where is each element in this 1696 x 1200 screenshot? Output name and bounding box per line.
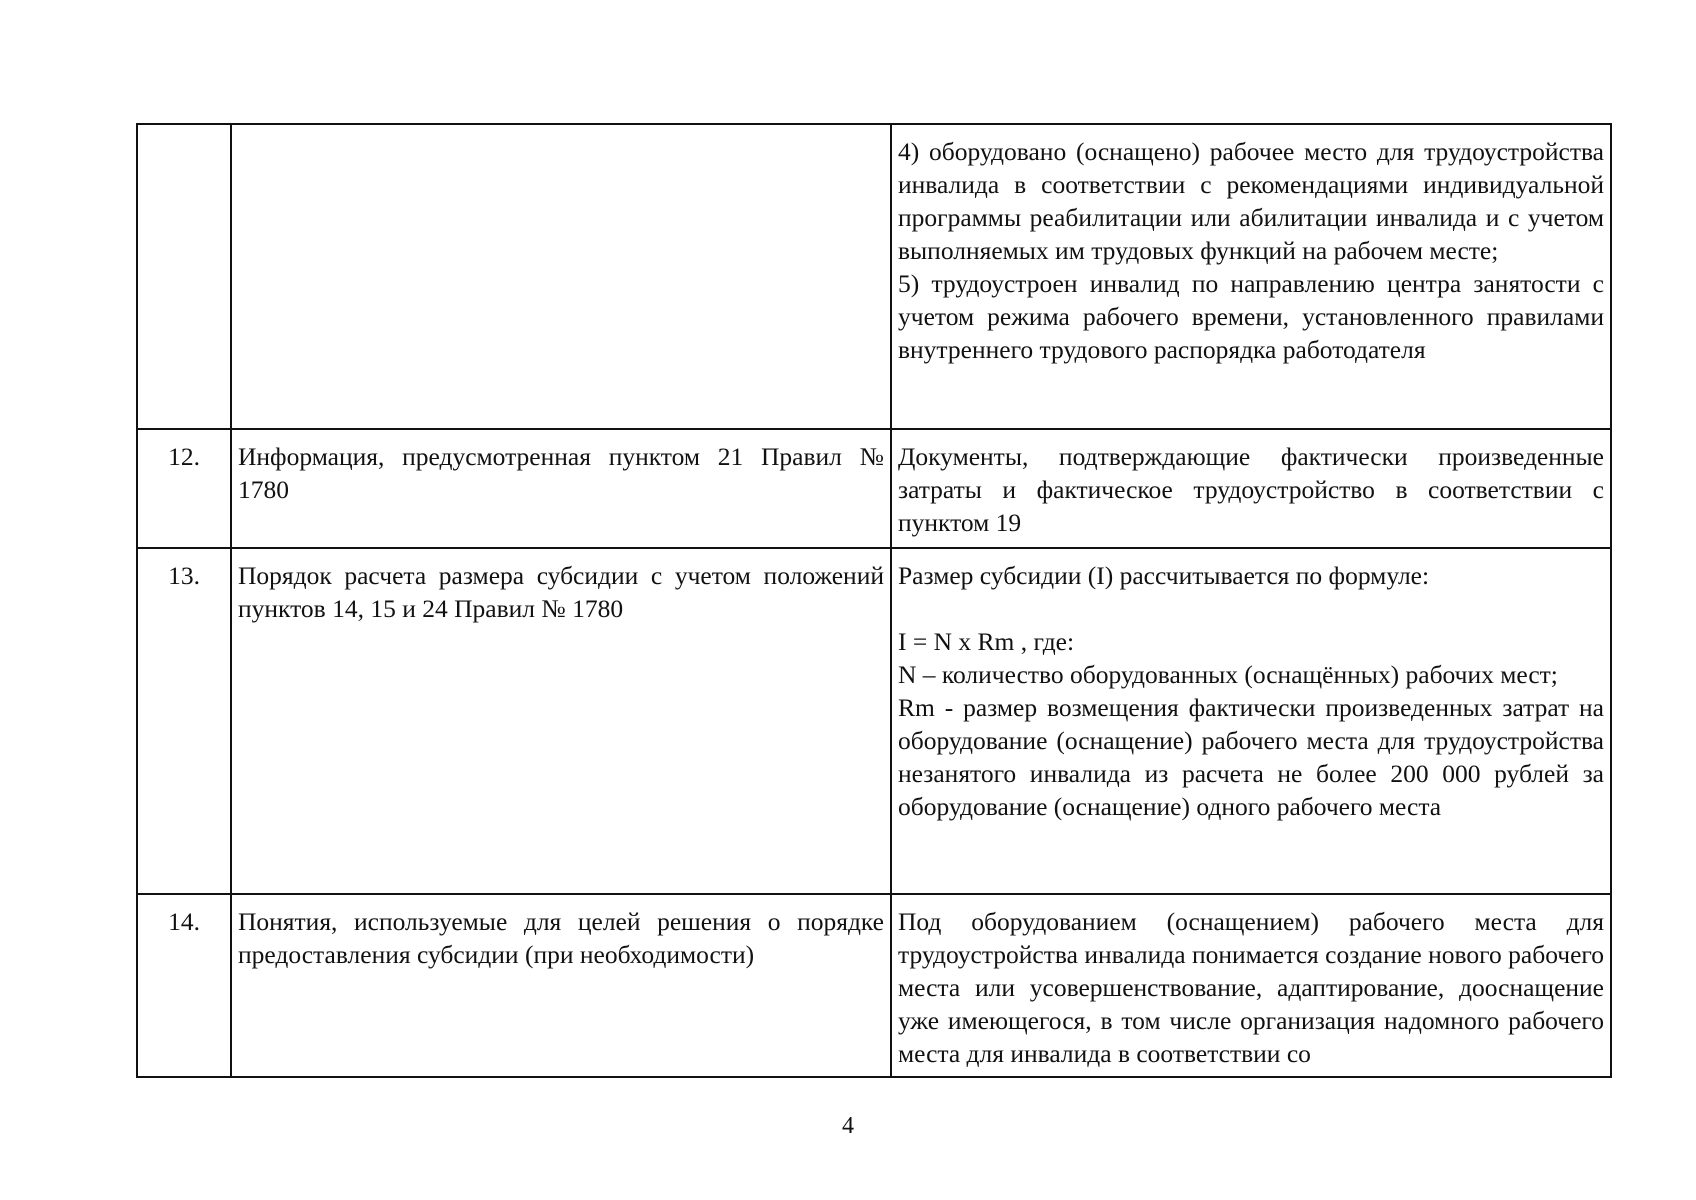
row-content (891, 894, 1611, 1077)
subsidy-terms-table (136, 123, 1612, 1078)
row-content (891, 429, 1611, 548)
table-row (137, 429, 1611, 548)
content-paragraph: Документы, подтверждающие фактически произведенные затраты и фактическое трудоустройство в соответствии с пунктом 19 (898, 442, 1604, 537)
row-number: 13. (137, 548, 231, 894)
row-topic: Понятия, используемые для целей решения о порядке предоставления субсидии (при необходимости) (231, 894, 891, 1077)
blank-line (898, 592, 1604, 625)
row-number: 14. (137, 894, 231, 1077)
row-content (891, 548, 1611, 894)
row-number (137, 124, 231, 429)
content-paragraph: N – количество оборудованных (оснащённых) рабочих мест; (898, 660, 1558, 689)
table-row (137, 124, 1611, 429)
content-paragraph: 5) трудоустроен инвалид по направлению центра занятости с учетом режима рабочего времени, установленного правилами внутреннего трудового распорядка работодателя (898, 269, 1604, 364)
page-number: 4 (842, 1113, 854, 1139)
row-topic (231, 124, 891, 429)
content-paragraph: Размер субсидии (I) рассчитывается по формуле: (898, 561, 1430, 590)
table-row (137, 548, 1611, 894)
content-paragraph: Под оборудованием (оснащением) рабочего места для трудоустройства инвалида понимается создание нового рабочего места или усовершенствование, адаптирование, дооснащение уже имеющегося, в том числе организация надомного рабочего места для инвалида в соответствии со (898, 907, 1604, 1068)
row-topic: Информация, предусмотренная пунктом 21 Правил № 1780 (231, 429, 891, 548)
content-paragraph: Rm - размер возмещения фактически произведенных затрат на оборудование (оснащение) рабочего места для трудоустройства незанятого инвалида из расчета не более 200 000 рублей за оборудование (оснащение) одного рабочего места (898, 693, 1604, 821)
formula-line: I = N x Rm , где: (898, 627, 1075, 656)
row-number: 12. (137, 429, 231, 548)
content-paragraph: 4) оборудовано (оснащено) рабочее место для трудоустройства инвалида в соответствии с рекомендациями индивидуальной программы реабилитации или абилитации инвалида и с учетом выполняемых им трудовых функций на рабочем месте; (898, 137, 1604, 265)
row-topic: Порядок расчета размера субсидии с учетом положений пунктов 14, 15 и 24 Правил № 1780 (231, 548, 891, 894)
row-content (891, 124, 1611, 429)
table-row (137, 894, 1611, 1077)
